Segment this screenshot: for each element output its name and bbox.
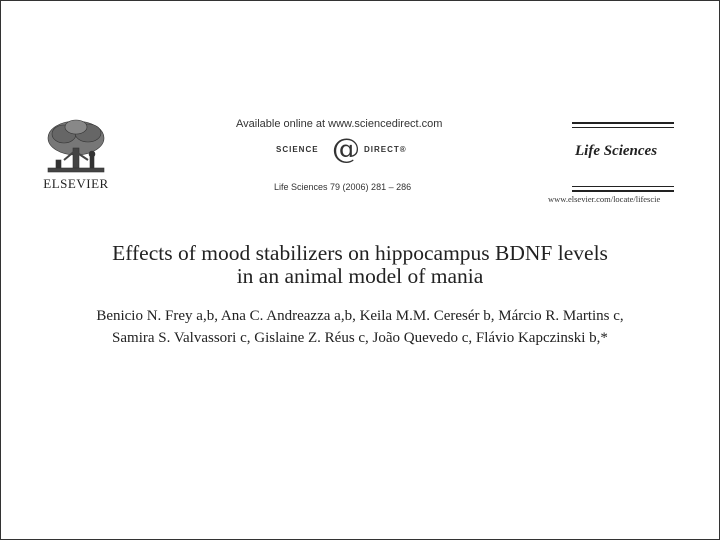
sciencedirect-science: SCIENCE [276,145,319,154]
elsevier-wordmark: ELSEVIER [43,176,109,191]
author-line: Samira S. Valvassori c, Gislaine Z. Réus c, João Quevedo c, Flávio Kapczinski b,* [112,330,608,346]
author-line: Benicio N. Frey a,b, Ana C. Andreazza a,b, Keila M.M. Ceresér b, Márcio R. Martins c, [96,308,624,324]
journal-name: Life Sciences [575,143,658,159]
sciencedirect-logo [270,132,420,165]
title-line: Effects of mood stabilizers on hippocampus BDNF levels [112,241,608,265]
sciencedirect-direct: DIRECT® [364,145,407,154]
elsevier-tree-icon [38,118,114,176]
citation-line: Life Sciences 79 (2006) 281 – 286 [274,182,412,192]
journal-rule-top [572,122,674,124]
article-title [100,242,620,288]
sciencedirect-at-icon: @ [332,132,360,165]
available-online-text: Available online at www.sciencedirect.com [236,118,443,130]
journal-rule-bottom [572,186,674,187]
journal-rule-top-2 [572,127,674,128]
journal-rule-bottom-2 [572,190,674,192]
elsevier-logo [38,118,114,194]
author-list [70,305,650,349]
journal-url: www.elsevier.com/locate/lifescie [548,194,661,204]
title-line: in an animal model of mania [236,264,484,288]
